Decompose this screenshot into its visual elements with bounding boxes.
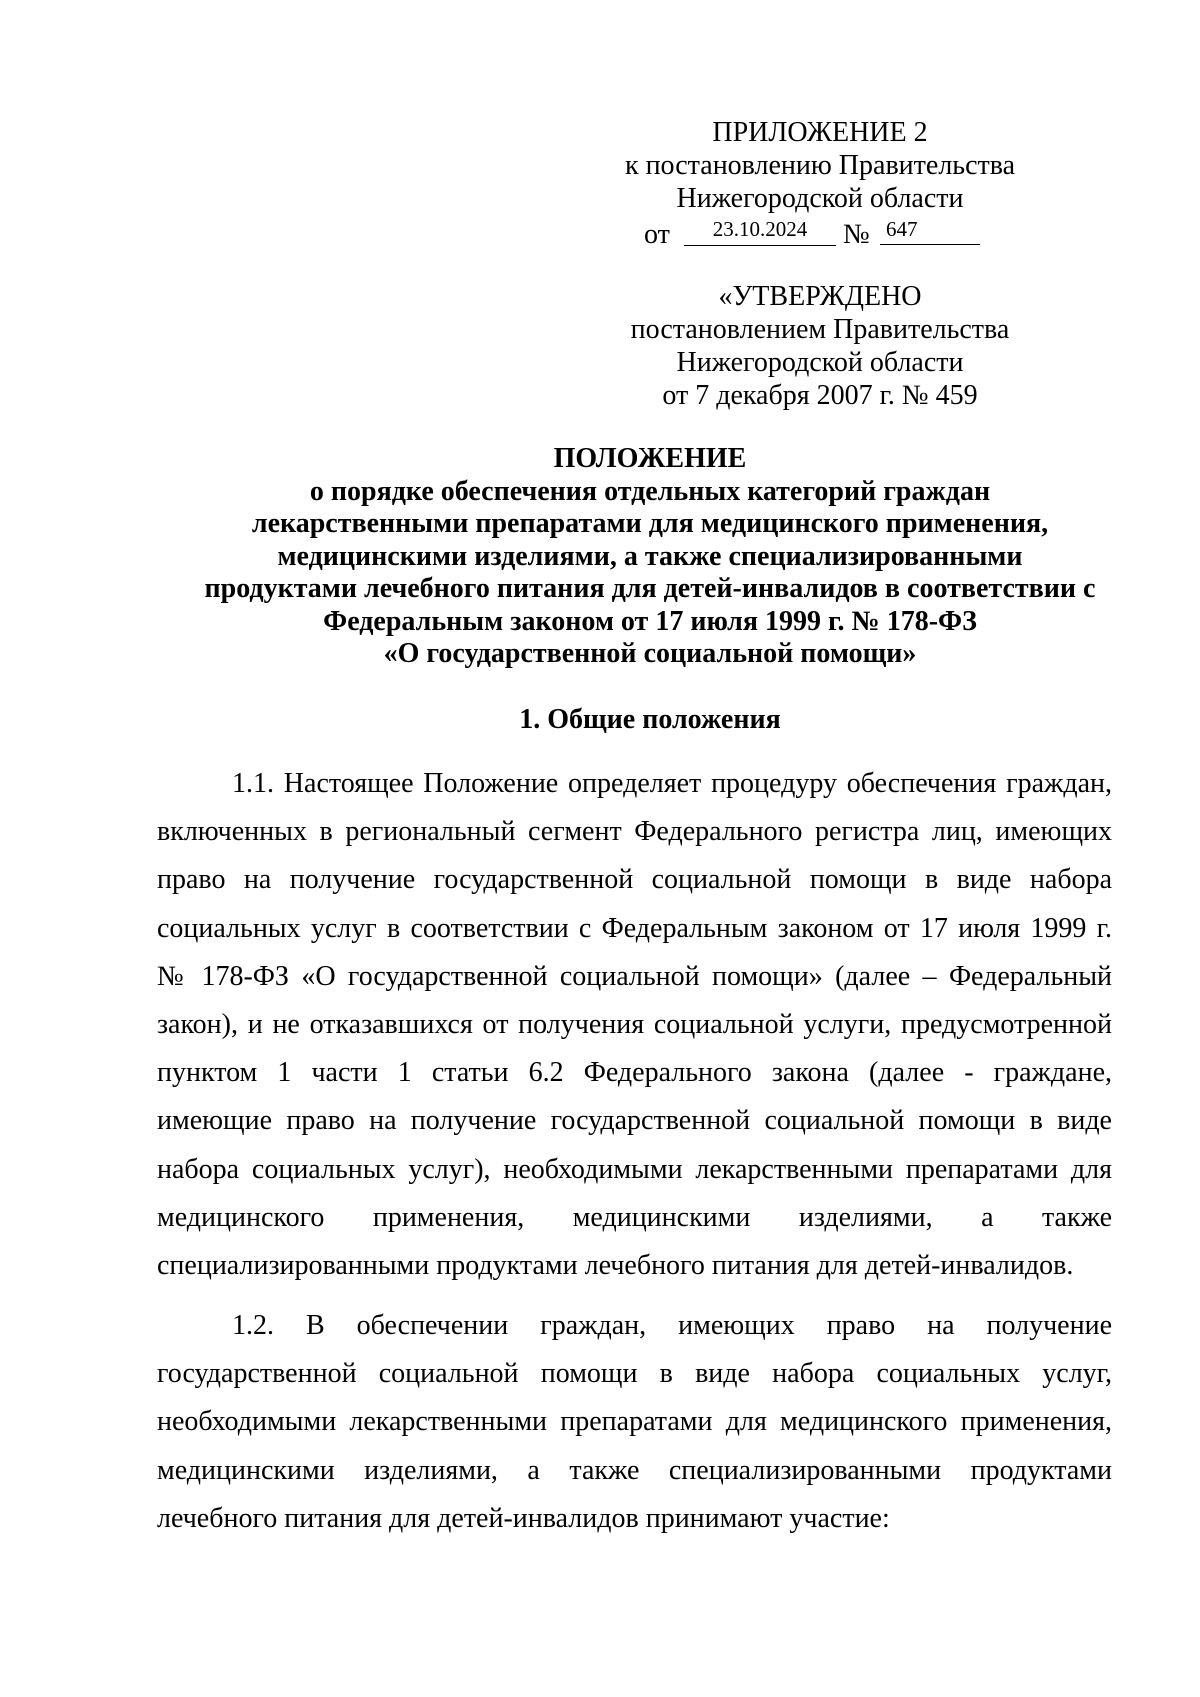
resolution-date-line — [560, 215, 1080, 251]
approved-line-1: «УТВЕРЖДЕНО — [718, 281, 922, 312]
paragraph-line: № 178-ФЗ «О государственной социальной помощи» (далее – Федеральный — [157, 960, 1112, 992]
paragraph-line: специализированными продуктами лечебного питания для детей-инвалидов. — [157, 1249, 1074, 1281]
paragraph-line: медицинскими изделиями, а также специализированными продуктами — [157, 1454, 1112, 1486]
paragraph-line: 1.2. В обеспечении граждан, имеющих право на получение — [232, 1310, 1112, 1341]
appendix-title: ПРИЛОЖЕНИЕ 2 — [712, 117, 928, 148]
title-line-4: медицинскими изделиями, а также специализированными — [277, 540, 1023, 572]
resolution-number: 647 — [880, 215, 980, 245]
section-heading: 1. Общие положения — [519, 704, 781, 735]
approved-line-2: постановлением Правительства — [630, 314, 1010, 345]
paragraph-line: государственной социальной помощи в виде набора социальных услуг, — [157, 1358, 1112, 1390]
approved-stamp-block — [560, 280, 1080, 412]
paragraph-line: набора социальных услуг), необходимыми лекарственными препаратами для — [157, 1153, 1112, 1185]
paragraph-1-2 — [157, 1302, 1112, 1543]
paragraph-line: пунктом 1 части 1 статьи 6.2 Федерального закона (далее - граждане, — [157, 1057, 1112, 1089]
paragraph-line: лечебного питания для детей-инвалидов принимают участие: — [157, 1502, 890, 1534]
resolution-reference: к постановлению Правительства — [624, 150, 1016, 181]
approved-line-3: Нижегородской области — [676, 347, 964, 378]
number-sign: № — [843, 219, 870, 250]
paragraph-line: социальных услуг в соответствии с Федеральным законом от 17 июля 1999 г. — [157, 912, 1112, 944]
region-name: Нижегородской области — [676, 183, 964, 214]
paragraph-line: медицинского применения, медицинскими изделиями, а также — [157, 1201, 1112, 1233]
title-line-6: Федеральным законом от 17 июля 1999 г. № 178-ФЗ — [323, 605, 977, 637]
paragraph-line: право на получение государственной социальной помощи в виде набора — [157, 864, 1112, 896]
paragraph-line: имеющие право на получение государственной социальной помощи в виде — [157, 1105, 1112, 1137]
title-line-3: лекарственными препаратами для медицинского применения, — [251, 508, 1049, 539]
paragraph-line: включенных в региональный сегмент Федерального регистра лиц, имеющих — [157, 816, 1112, 848]
title-line-5: продуктами лечебного питания для детей-инвалидов в соответствии с — [204, 573, 1096, 604]
appendix-header — [560, 116, 1080, 251]
title-line-1: ПОЛОЖЕНИЕ — [553, 443, 747, 474]
document-title — [100, 443, 1200, 671]
paragraph-line: 1.1. Настоящее Положение определяет процедуру обеспечения граждан, — [232, 768, 1112, 799]
title-line-7: «О государственной социальной помощи» — [383, 638, 917, 669]
approved-line-4: от 7 декабря 2007 г. № 459 — [662, 380, 978, 411]
paragraph-line: необходимыми лекарственными препаратами для медицинского применения, — [157, 1406, 1112, 1438]
resolution-date: 23.10.2024 — [684, 215, 836, 246]
paragraph-line: закон), и не отказавшихся от получения социальной услуги, предусмотренной — [157, 1008, 1112, 1040]
from-label: от — [644, 219, 670, 250]
title-line-2: о порядке обеспечения отдельных категорий граждан — [309, 475, 991, 507]
paragraph-1-1 — [157, 760, 1112, 1290]
